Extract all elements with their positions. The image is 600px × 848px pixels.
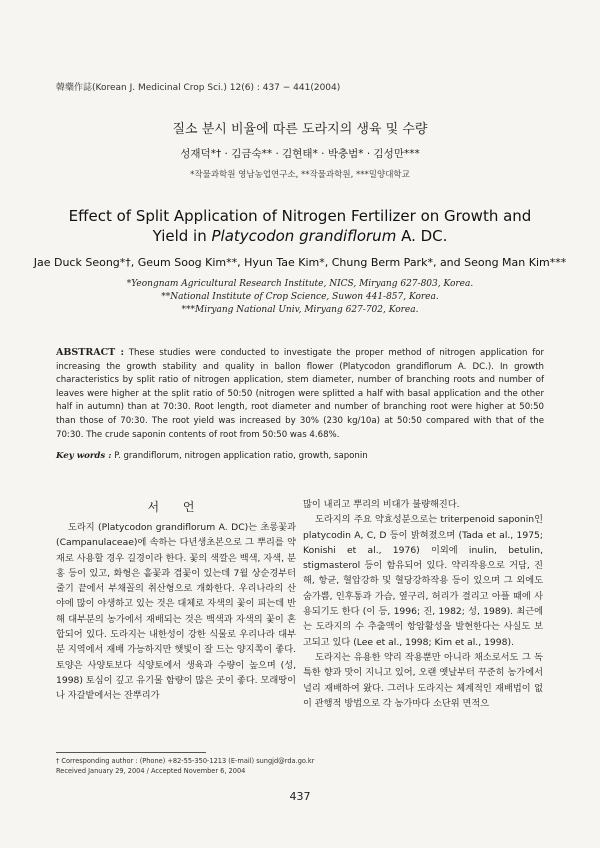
english-title-line2-c: A. DC. (396, 227, 448, 245)
english-title-species: Platycodon grandiflorum (211, 227, 397, 245)
left-paragraph: 도라지 (Platycodon grandiflorum A. DC)는 초롱꽃과 (Campanulaceae)에 속하는 다년생초본으로 그 뿌리를 약재로 사용할 경우 길경이라 한다. 꽃의 색깔은 백색, 자색, 분홍 등이 있고, 화형은 홑꽃과 겹꽃이 있는데 7월 상순경부터 줄기 끝에서 부채꼴의 취산형으로 개화한다. 우리나라의 산야에 많이 야생하고 있는 것은 대체로 자색의 꽃이 피는데 반해 대부분의 농가에서 재배되는 것은 백색과 자색의 꽃이 혼합되어 있다. 도라지는 내한성이 강한 식물로 우리나라 대부분 지역에서 재배 가능하지만 햇빛이 잘 드는 양지쪽이 좋다. 토양은 사양토보다 식양토에서 생육과 수량이 높으며 (성, 1998) 토심이 깊고 유기물 함량이 많은 곳이 좋다. 모래땅이나 자갈밭에서는 잔뿌리가 (56, 522, 296, 702)
footnote-divider (56, 752, 206, 753)
abstract-label: ABSTRACT : (56, 347, 125, 358)
left-column (56, 520, 296, 704)
english-title-line1: Effect of Split Application of Nitrogen Fertilizer on Growth and (68, 207, 532, 225)
footnote (56, 756, 314, 776)
english-title-line2-a: Yield in (152, 227, 212, 245)
footnote-corresponding: † Corresponding author : (Phone) +82-55-350-1213 (E-mail) sungjd@rda.go.kr (56, 757, 315, 765)
english-title (0, 206, 600, 246)
english-affiliations (0, 278, 600, 317)
page-number: 437 (289, 790, 311, 803)
right-column (303, 497, 543, 711)
korean-title: 질소 분시 비율에 따른 도라지의 생육 및 수량 (172, 122, 428, 137)
journal-header: 韓藥作誌(Korean J. Medicinal Crop Sci.) 12(6) : 437 − 441(2004) (56, 83, 341, 93)
keywords-text: P. grandiflorum, nitrogen application ratio, growth, saponin (114, 451, 368, 461)
right-paragraph-1: 많이 내리고 뿌리의 비대가 불량해진다. (303, 499, 460, 510)
footnote-received: Received January 29, 2004 / Accepted November 6, 2004 (56, 767, 246, 775)
abstract (56, 346, 544, 442)
keywords (56, 451, 544, 461)
abstract-text: These studies were conducted to investigate the proper method of nitrogen application for increasing the growth stability and quality in ballon flower (Platycodon grandiflorum A. DC.). In growth characteristics by split ratio of nitrogen application, stem diameter, number of branching roots and number of leaves were higher at the split ratio of 50:50 (nitrogen were splitted a half with basal application and the other half in autumn) than at 70:30. Root length, root diameter and number of branching root were higher at 50:50 than those of 70:30. The root yield was increased by 30% (230 kg/10a) at 50:50 compared with that of the 70:30. The crude saponin contents of root from 50:50 was 4.68%. (56, 348, 545, 440)
affiliation-2: **National Institute of Crop Science, Suwon 441-857, Korea. (161, 292, 439, 302)
english-title-line2 (0, 226, 600, 246)
affiliation-3: ***Miryang National Univ, Miryang 627-702, Korea. (181, 305, 419, 315)
english-authors: Jae Duck Seong*†, Geum Soog Kim**, Hyun Tae Kim*, Chung Berm Park*, and Seong Man Kim*** (33, 256, 567, 269)
right-paragraph-3: 도라지는 유용한 약리 작용뿐만 아니라 채소로서도 그 독특한 향과 맛이 지니고 있어, 오랜 옛날부터 꾸준히 농가에서 널리 재배하여 왔다. 그러나 도라지는 체계적인 재배법이 없이 관행적 방법으로 각 농가마다 소단위 면적으 (303, 651, 543, 709)
korean-affiliations: *작물과학원 영남농업연구소, **작물과학원, ***밀양대학교 (190, 170, 410, 180)
section-heading-introduction: 서 언 (147, 500, 205, 514)
right-paragraph-2: 도라지의 주요 약효성분으로는 triterpenoid saponin인 platycodin A, C, D 등이 밝혀졌으며 (Tada et al., 1975; Konishi et al., 1976) 이외에 inulin, betulin, stigmasterol 등이 함유되어 있다. 약리작용으로 거담, 진해, 항균, 혈압강하 및 혈당강하작용 등이 있으며 그 외에도 숨가쁨, 인후통과 가슴, 옆구리, 허리가 결리고 아플 때에 사용되기도 한다 (이 등, 1996; 진, 1982; 성, 1989). 최근에는 도라지의 수 추출액이 항암활성을 발현한다는 사실도 보고되고 있다 (Lee et al., 1998; Kim et al., 1998). (303, 514, 543, 648)
affiliation-1: *Yeongnam Agricultural Research Institute, NICS, Miryang 627-803, Korea. (126, 279, 474, 289)
korean-authors: 성재덕*† · 김금숙** · 김현태* · 박충범* · 김성만*** (180, 148, 420, 160)
keywords-label: Key words : (56, 451, 112, 461)
